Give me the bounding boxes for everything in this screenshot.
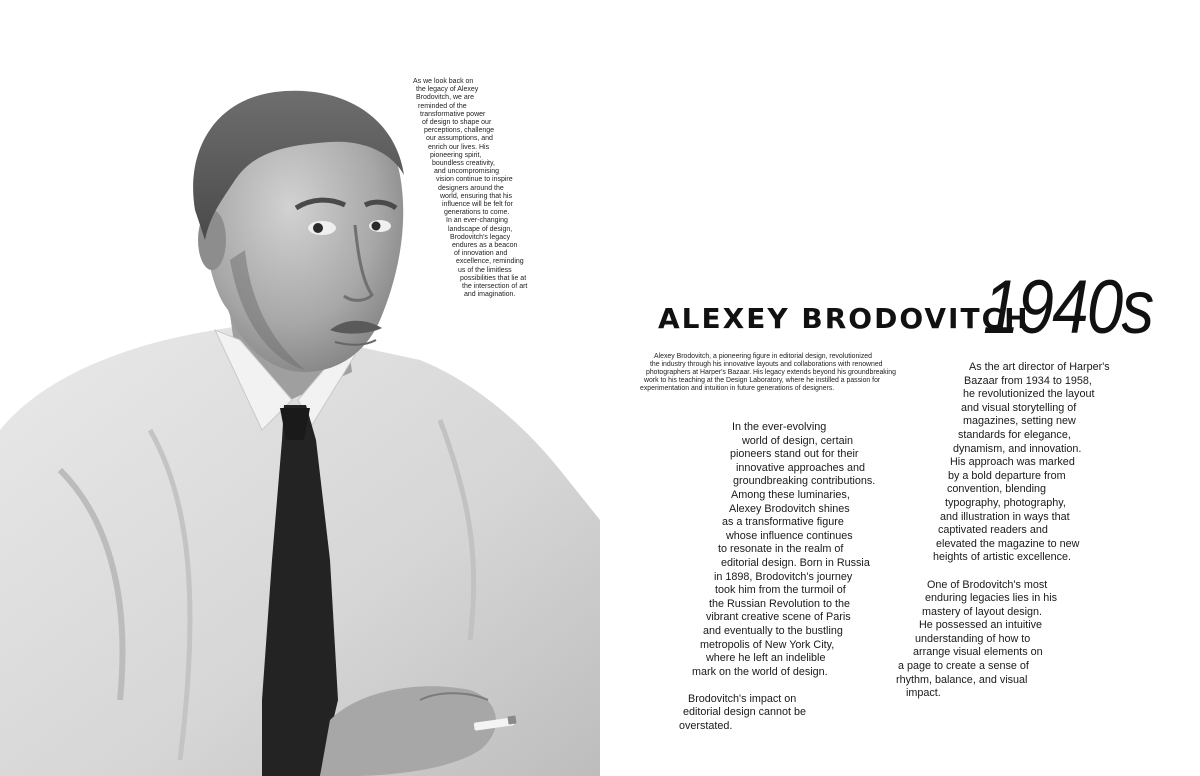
- body-line: vibrant creative scene of Paris: [706, 611, 851, 624]
- sidebar-line: boundless creativity,: [432, 160, 495, 168]
- body-line: Alexey Brodovitch shines: [729, 502, 850, 515]
- intro-line: experimentation and intuition in future generations of designers.: [640, 385, 835, 393]
- sidebar-line: perceptions, challenge: [424, 127, 495, 135]
- body-line: world of design, certain: [742, 434, 854, 447]
- sidebar-line: vision continue to inspire: [436, 176, 513, 184]
- sidebar-line: As we look back on: [413, 78, 474, 85]
- intro-line: Alexey Brodovitch, a pioneering figure in editorial design, revolutionized: [654, 353, 872, 360]
- sidebar-line: enrich our lives. His: [428, 143, 490, 151]
- body-line: enduring legacies lies in his: [925, 592, 1058, 605]
- body-line: In the ever-evolving: [732, 421, 827, 433]
- sidebar-line: Brodovitch, we are: [416, 94, 474, 102]
- body-line: and illustration in ways that: [940, 510, 1070, 523]
- body-line: editorial design cannot be: [683, 706, 807, 719]
- sidebar-line: our assumptions, and: [426, 135, 493, 143]
- sidebar-line: possibilities that lie at: [460, 274, 527, 282]
- body-line: convention, blending: [947, 483, 1047, 496]
- sidebar-line: transformative power: [420, 110, 486, 118]
- body-line: One of Brodovitch's most: [927, 578, 1048, 591]
- intro-line: the industry through his innovative layouts and collaborations with renowned: [650, 361, 883, 369]
- body-line: mastery of layout design.: [922, 605, 1043, 618]
- body-line: pioneers stand out for their: [730, 448, 859, 461]
- body-line: impact.: [906, 687, 941, 700]
- body-line: typography, photography,: [945, 496, 1066, 509]
- body-column-right: [896, 361, 1110, 701]
- sidebar-line: of design to shape our: [422, 119, 492, 127]
- article-title-name: ALEXEY BRODOVITCH: [658, 302, 1030, 335]
- body-line: captivated readers and: [938, 524, 1048, 537]
- body-line: innovative approaches and: [736, 461, 866, 474]
- body-line: to resonate in the realm of: [718, 543, 844, 556]
- sidebar-line: and uncompromising: [434, 168, 499, 176]
- body-line: dynamism, and innovation.: [953, 442, 1082, 455]
- body-line: editorial design. Born in Russia: [721, 556, 870, 569]
- body-line: Among these luminaries,: [731, 488, 850, 501]
- sidebar-line: generations to come.: [444, 209, 510, 217]
- body-line: whose influence continues: [726, 529, 853, 542]
- sidebar-line: world, ensuring that his: [440, 192, 512, 200]
- body-line: metropolis of New York City,: [700, 638, 835, 651]
- body-line: by a bold departure from: [948, 469, 1066, 482]
- sidebar-line: In an ever-changing: [446, 217, 508, 225]
- body-line: Brodovitch's impact on: [688, 692, 797, 705]
- body-line: rhythm, balance, and visual: [896, 673, 1028, 686]
- sidebar-line: the legacy of Alexey: [416, 86, 479, 94]
- body-line: and visual storytelling of: [961, 401, 1077, 414]
- body-line: overstated.: [679, 720, 733, 733]
- body-line: heights of artistic excellence.: [933, 551, 1072, 564]
- body-line: His approach was marked: [950, 456, 1075, 469]
- body-line: a page to create a sense of: [898, 660, 1029, 673]
- body-column-left: [679, 421, 893, 734]
- sidebar-line: us of the limitless: [458, 266, 512, 274]
- sidebar-line: excellence, reminding: [456, 258, 524, 266]
- sidebar-line: and imagination.: [464, 291, 516, 299]
- sidebar-line: pioneering spirit,: [430, 151, 482, 159]
- sidebar-line: reminded of the: [418, 102, 467, 110]
- body-line: Bazaar from 1934 to 1958,: [964, 374, 1092, 387]
- body-line: elevated the magazine to new: [936, 537, 1080, 550]
- article-title-year: 1940s: [983, 265, 1153, 350]
- intro-line: photographers at Harper's Bazaar. His legacy extends beyond his groundbreaking: [646, 369, 896, 377]
- body-line: and eventually to the bustling: [703, 624, 843, 637]
- legacy-sidebar-text: [380, 78, 580, 299]
- body-line: magazines, setting new: [963, 415, 1076, 428]
- body-line: in 1898, Brodovitch's journey: [714, 570, 853, 583]
- body-line: where he left an indelible: [706, 652, 826, 665]
- sidebar-line: Brodovitch's legacy: [450, 233, 511, 241]
- body-line: took him from the turmoil of: [715, 584, 846, 597]
- sidebar-line: designers around the: [438, 184, 504, 192]
- body-line: standards for elegance,: [958, 428, 1071, 441]
- body-line: as a transformative figure: [722, 516, 844, 529]
- sidebar-line: landscape of design,: [448, 225, 513, 233]
- body-line: he revolutionized the layout: [963, 388, 1095, 401]
- sidebar-line: influence will be felt for: [442, 201, 513, 209]
- body-line: the Russian Revolution to the: [709, 597, 851, 610]
- sidebar-line: the intersection of art: [462, 283, 528, 291]
- body-line: arrange visual elements on: [913, 646, 1043, 659]
- body-line: understanding of how to: [915, 632, 1031, 645]
- sidebar-line: endures as a beacon: [452, 242, 518, 250]
- intro-paragraph: [640, 353, 930, 393]
- body-line: mark on the world of design.: [692, 665, 828, 678]
- sidebar-line: of innovation and: [454, 250, 508, 258]
- body-line: He possessed an intuitive: [919, 619, 1043, 632]
- intro-line: work to his teaching at the Design Laboratory, where he instilled a passion for: [644, 377, 881, 385]
- body-line: groundbreaking contributions.: [733, 475, 876, 488]
- body-line: As the art director of Harper's: [969, 361, 1110, 373]
